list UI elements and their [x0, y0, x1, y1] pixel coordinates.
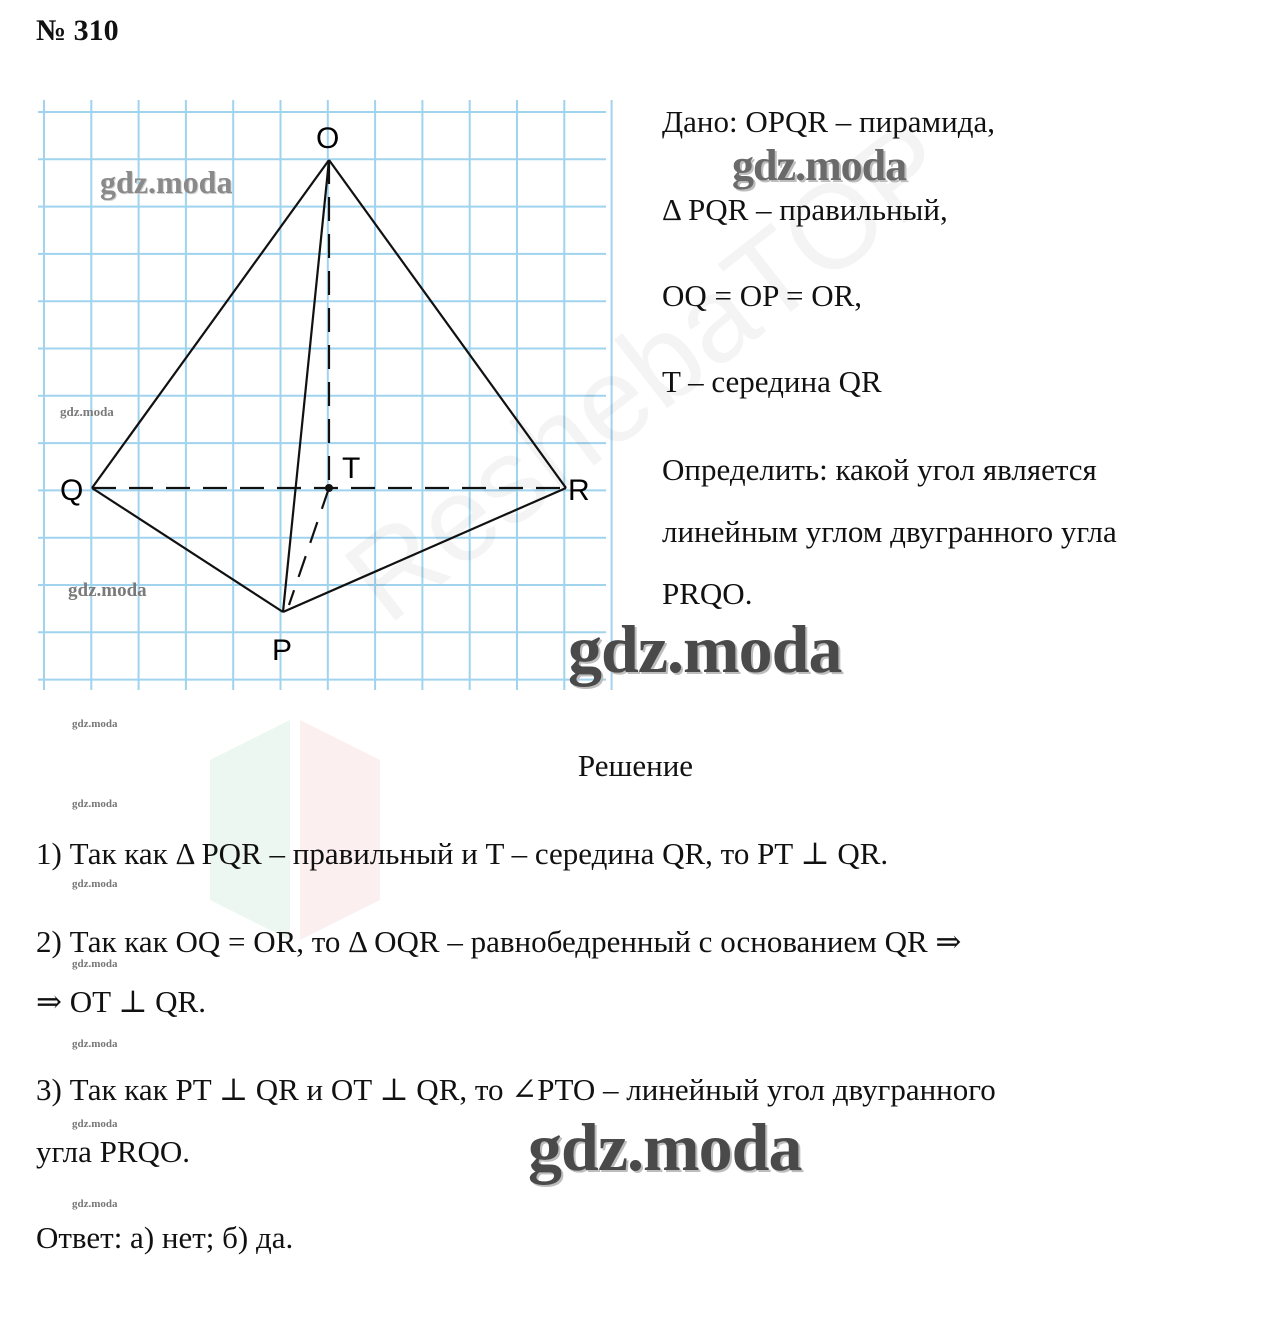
solution-heading: Решение — [577, 748, 694, 783]
label-O: O — [316, 122, 340, 155]
label-T: T — [342, 452, 361, 485]
solution-step-2a: 2) Так как OQ = OR, то Δ OQR – равнобедренный с основанием QR ⇒ — [36, 924, 962, 959]
watermark: gdz.moda — [72, 878, 118, 890]
watermark: gdz.moda — [100, 164, 233, 200]
segment-TP-hidden — [289, 488, 329, 605]
edge-OQ — [92, 160, 329, 488]
given-line-6: линейным углом двугранного угла — [662, 514, 1117, 549]
label-R: R — [568, 474, 590, 507]
solution-step-1: 1) Так как Δ PQR – правильный и T – середина QR, то PT ⊥ QR. — [36, 836, 889, 871]
answer: Ответ: а) нет; б) да. — [36, 1220, 294, 1255]
given-line-7: PRQO. — [662, 576, 753, 611]
solution-step-2b: ⇒ OT ⊥ QR. — [36, 984, 206, 1019]
solution-step-3b: угла PRQO. — [36, 1134, 191, 1169]
watermark: gdz.moda — [68, 580, 147, 601]
watermark: gdz.moda — [72, 1198, 118, 1210]
given-line-2: Δ PQR – правильный, — [662, 192, 948, 227]
watermark: gdz.moda — [72, 1038, 118, 1050]
given-line-3: OQ = OP = OR, — [662, 278, 863, 313]
watermark: gdz.moda — [732, 141, 907, 190]
label-Q: Q — [60, 474, 84, 507]
problem-number: № 310 — [36, 14, 119, 47]
watermark: gdz.moda — [72, 798, 118, 810]
watermark: gdz.moda — [568, 611, 842, 687]
watermark: gdz.moda — [60, 404, 114, 419]
edge-OP — [283, 160, 329, 612]
given-line-5: Определить: какой угол является — [662, 452, 1097, 487]
label-P: P — [272, 634, 293, 667]
point-T — [325, 484, 333, 492]
watermark: gdz.moda — [528, 1109, 802, 1185]
given-line-4: T – середина QR — [662, 364, 882, 399]
watermark: gdz.moda — [72, 958, 118, 970]
watermark: gdz.moda — [72, 718, 118, 730]
solution-step-3a: 3) Так как PT ⊥ QR и OT ⊥ QR, то ∠PTO – линейный угол двугранного — [36, 1072, 996, 1107]
given-line-1: Дано: OPQR – пирамида, — [662, 104, 995, 139]
background-logo — [180, 700, 500, 960]
watermark: gdz.moda — [72, 1118, 118, 1130]
